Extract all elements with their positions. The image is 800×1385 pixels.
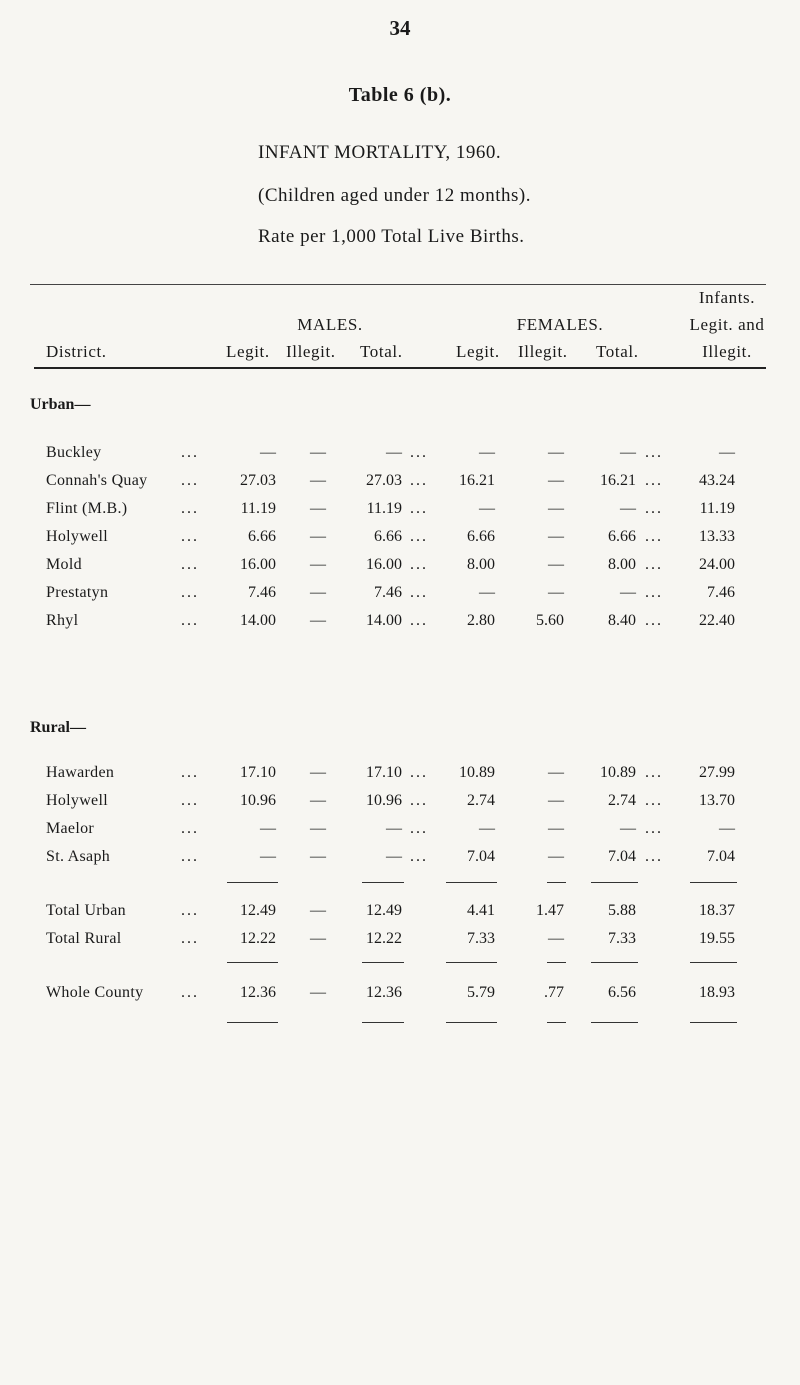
- cell-f-illegit: —: [548, 556, 564, 573]
- column-header-female-illegit: Illegit.: [518, 342, 568, 361]
- row-leader-dots: ...: [181, 584, 199, 601]
- header-top-rule: [30, 284, 766, 285]
- cell-m-legit: —: [260, 444, 276, 461]
- cell-f-illegit: —: [548, 472, 564, 489]
- cell-m-legit: 11.19: [240, 500, 276, 517]
- table-heading: INFANT MORTALITY, 1960.: [258, 142, 502, 163]
- cell-infants: 18.93: [699, 984, 735, 1001]
- row-leader-dots: ...: [645, 612, 663, 629]
- rate-note: Rate per 1,000 Total Live Births.: [258, 226, 525, 247]
- cell-f-legit: 16.21: [459, 472, 495, 489]
- row-district: Buckley: [46, 444, 102, 461]
- cell-f-legit: 2.80: [467, 612, 495, 629]
- column-rule: [227, 882, 278, 883]
- cell-m-legit: 14.00: [240, 612, 276, 629]
- cell-m-legit: 10.96: [240, 792, 276, 809]
- row-leader-dots: ...: [181, 930, 199, 947]
- cell-infants: —: [719, 820, 735, 837]
- cell-m-legit: 6.66: [248, 528, 276, 545]
- column-header-infants-legit-and: Legit. and: [689, 315, 765, 334]
- row-leader-dots: ...: [410, 500, 428, 517]
- row-district: Connah's Quay: [46, 472, 148, 489]
- cell-infants: 13.33: [699, 528, 735, 545]
- row-district: Holywell: [46, 528, 108, 545]
- cell-f-total: 8.40: [608, 612, 636, 629]
- column-header-females: FEMALES.: [516, 315, 604, 334]
- table-subheading: (Children aged under 12 months).: [258, 185, 531, 206]
- row-leader-dots: ...: [645, 500, 663, 517]
- row-district: Total Urban: [46, 902, 126, 919]
- column-rule: [547, 1022, 566, 1023]
- cell-f-legit: —: [479, 584, 495, 601]
- column-header-male-illegit: Illegit.: [286, 342, 336, 361]
- cell-f-total: 7.33: [608, 930, 636, 947]
- cell-f-illegit: —: [548, 444, 564, 461]
- page-number: 34: [389, 16, 411, 40]
- cell-f-illegit: .77: [544, 984, 564, 1001]
- row-leader-dots: ...: [410, 472, 428, 489]
- row-district: Hawarden: [46, 764, 115, 781]
- cell-m-legit: 27.03: [240, 472, 276, 489]
- cell-f-illegit: —: [548, 792, 564, 809]
- row-leader-dots: ...: [181, 764, 199, 781]
- cell-f-legit: 7.33: [467, 930, 495, 947]
- cell-f-total: 6.56: [608, 984, 636, 1001]
- row-district: Whole County: [46, 984, 144, 1001]
- row-leader-dots: ...: [410, 444, 428, 461]
- cell-f-illegit: —: [548, 584, 564, 601]
- row-leader-dots: ...: [181, 984, 199, 1001]
- row-leader-dots: ...: [181, 612, 199, 629]
- cell-m-illegit: —: [310, 984, 326, 1001]
- cell-m-total: —: [386, 848, 402, 865]
- cell-f-total: —: [620, 820, 636, 837]
- cell-f-legit: —: [479, 444, 495, 461]
- cell-m-total: 12.49: [366, 902, 402, 919]
- cell-f-total: 7.04: [608, 848, 636, 865]
- column-rule: [446, 962, 497, 963]
- cell-infants: 7.04: [707, 848, 735, 865]
- cell-f-illegit: —: [548, 764, 564, 781]
- cell-f-illegit: 1.47: [536, 902, 564, 919]
- cell-f-illegit: —: [548, 528, 564, 545]
- cell-m-illegit: —: [310, 930, 326, 947]
- cell-m-legit: —: [260, 820, 276, 837]
- row-district: Maelor: [46, 820, 95, 837]
- column-header-infants-illegit: Illegit.: [702, 342, 752, 361]
- row-district: St. Asaph: [46, 848, 111, 865]
- cell-m-illegit: —: [310, 612, 326, 629]
- cell-m-illegit: —: [310, 848, 326, 865]
- cell-m-illegit: —: [310, 902, 326, 919]
- row-leader-dots: ...: [645, 472, 663, 489]
- section-label-rural: Rural—: [30, 719, 86, 736]
- cell-f-illegit: —: [548, 820, 564, 837]
- row-leader-dots: ...: [181, 902, 199, 919]
- cell-infants: 18.37: [699, 902, 735, 919]
- cell-f-total: 6.66: [608, 528, 636, 545]
- row-leader-dots: ...: [645, 848, 663, 865]
- cell-m-legit: 7.46: [248, 584, 276, 601]
- cell-f-illegit: —: [548, 930, 564, 947]
- row-leader-dots: ...: [410, 792, 428, 809]
- row-leader-dots: ...: [645, 584, 663, 601]
- column-rule: [446, 882, 497, 883]
- cell-f-legit: 5.79: [467, 984, 495, 1001]
- row-leader-dots: ...: [181, 528, 199, 545]
- row-leader-dots: ...: [410, 764, 428, 781]
- cell-m-total: 27.03: [366, 472, 402, 489]
- column-rule: [446, 1022, 497, 1023]
- column-rule: [547, 962, 566, 963]
- column-header-district: District.: [46, 342, 107, 361]
- cell-m-total: 14.00: [366, 612, 402, 629]
- cell-m-total: 10.96: [366, 792, 402, 809]
- cell-f-total: 2.74: [608, 792, 636, 809]
- row-leader-dots: ...: [645, 556, 663, 573]
- cell-m-illegit: —: [310, 444, 326, 461]
- cell-f-illegit: —: [548, 848, 564, 865]
- cell-m-illegit: —: [310, 764, 326, 781]
- column-rule: [591, 962, 638, 963]
- cell-infants: 43.24: [699, 472, 735, 489]
- cell-m-total: —: [386, 444, 402, 461]
- cell-f-total: 8.00: [608, 556, 636, 573]
- column-rule: [591, 1022, 638, 1023]
- header-bottom-rule: [34, 367, 766, 369]
- row-district: Prestatyn: [46, 584, 109, 601]
- cell-f-total: 16.21: [600, 472, 636, 489]
- column-rule: [227, 962, 278, 963]
- column-rule: [362, 882, 404, 883]
- cell-f-total: 10.89: [600, 764, 636, 781]
- row-leader-dots: ...: [410, 848, 428, 865]
- row-leader-dots: ...: [645, 820, 663, 837]
- row-district: Mold: [46, 556, 82, 573]
- row-leader-dots: ...: [410, 820, 428, 837]
- cell-infants: 7.46: [707, 584, 735, 601]
- row-leader-dots: ...: [410, 584, 428, 601]
- cell-f-total: —: [620, 444, 636, 461]
- cell-m-illegit: —: [310, 472, 326, 489]
- column-header-infants: Infants.: [698, 288, 756, 307]
- cell-m-legit: 12.49: [240, 902, 276, 919]
- cell-f-legit: 2.74: [467, 792, 495, 809]
- row-leader-dots: ...: [181, 500, 199, 517]
- cell-infants: 19.55: [699, 930, 735, 947]
- cell-f-legit: —: [479, 500, 495, 517]
- cell-infants: —: [719, 444, 735, 461]
- column-header-males: MALES.: [297, 315, 363, 334]
- cell-f-illegit: 5.60: [536, 612, 564, 629]
- cell-infants: 13.70: [699, 792, 735, 809]
- cell-infants: 11.19: [699, 500, 735, 517]
- row-district: Total Rural: [46, 930, 122, 947]
- cell-m-illegit: —: [310, 500, 326, 517]
- cell-f-illegit: —: [548, 500, 564, 517]
- row-district: Holywell: [46, 792, 108, 809]
- column-rule: [690, 1022, 737, 1023]
- cell-f-total: —: [620, 500, 636, 517]
- cell-m-legit: 12.22: [240, 930, 276, 947]
- cell-m-total: 12.36: [366, 984, 402, 1001]
- cell-f-total: 5.88: [608, 902, 636, 919]
- cell-m-legit: —: [260, 848, 276, 865]
- row-leader-dots: ...: [645, 444, 663, 461]
- cell-m-total: 16.00: [366, 556, 402, 573]
- column-rule: [591, 882, 638, 883]
- cell-f-legit: 10.89: [459, 764, 495, 781]
- cell-m-illegit: —: [310, 584, 326, 601]
- cell-f-legit: 8.00: [467, 556, 495, 573]
- cell-m-legit: 16.00: [240, 556, 276, 573]
- cell-infants: 24.00: [699, 556, 735, 573]
- cell-m-total: 17.10: [366, 764, 402, 781]
- row-district: Flint (M.B.): [46, 500, 128, 517]
- section-label-urban: Urban—: [30, 396, 91, 413]
- cell-infants: 27.99: [699, 764, 735, 781]
- cell-m-total: 12.22: [366, 930, 402, 947]
- cell-f-legit: 7.04: [467, 848, 495, 865]
- row-district: Rhyl: [46, 612, 79, 629]
- column-rule: [547, 882, 566, 883]
- cell-infants: 22.40: [699, 612, 735, 629]
- column-rule: [227, 1022, 278, 1023]
- column-rule: [362, 1022, 404, 1023]
- column-header-female-total: Total.: [596, 342, 639, 361]
- row-leader-dots: ...: [645, 528, 663, 545]
- cell-f-total: —: [620, 584, 636, 601]
- cell-m-legit: 17.10: [240, 764, 276, 781]
- column-header-female-legit: Legit.: [456, 342, 500, 361]
- column-rule: [362, 962, 404, 963]
- cell-m-illegit: —: [310, 528, 326, 545]
- row-leader-dots: ...: [410, 528, 428, 545]
- column-header-male-legit: Legit.: [226, 342, 270, 361]
- column-rule: [690, 882, 737, 883]
- cell-m-total: 11.19: [366, 500, 402, 517]
- row-leader-dots: ...: [410, 556, 428, 573]
- cell-m-legit: 12.36: [240, 984, 276, 1001]
- cell-m-total: —: [386, 820, 402, 837]
- cell-m-total: 7.46: [374, 584, 402, 601]
- cell-m-illegit: —: [310, 820, 326, 837]
- row-leader-dots: ...: [410, 612, 428, 629]
- column-rule: [690, 962, 737, 963]
- cell-m-total: 6.66: [374, 528, 402, 545]
- row-leader-dots: ...: [181, 556, 199, 573]
- row-leader-dots: ...: [645, 792, 663, 809]
- row-leader-dots: ...: [181, 472, 199, 489]
- cell-f-legit: 6.66: [467, 528, 495, 545]
- row-leader-dots: ...: [181, 444, 199, 461]
- row-leader-dots: ...: [181, 848, 199, 865]
- column-header-male-total: Total.: [360, 342, 403, 361]
- row-leader-dots: ...: [181, 820, 199, 837]
- cell-m-illegit: —: [310, 556, 326, 573]
- table-title: Table 6 (b).: [348, 84, 452, 106]
- row-leader-dots: ...: [645, 764, 663, 781]
- row-leader-dots: ...: [181, 792, 199, 809]
- cell-f-legit: 4.41: [467, 902, 495, 919]
- cell-m-illegit: —: [310, 792, 326, 809]
- cell-f-legit: —: [479, 820, 495, 837]
